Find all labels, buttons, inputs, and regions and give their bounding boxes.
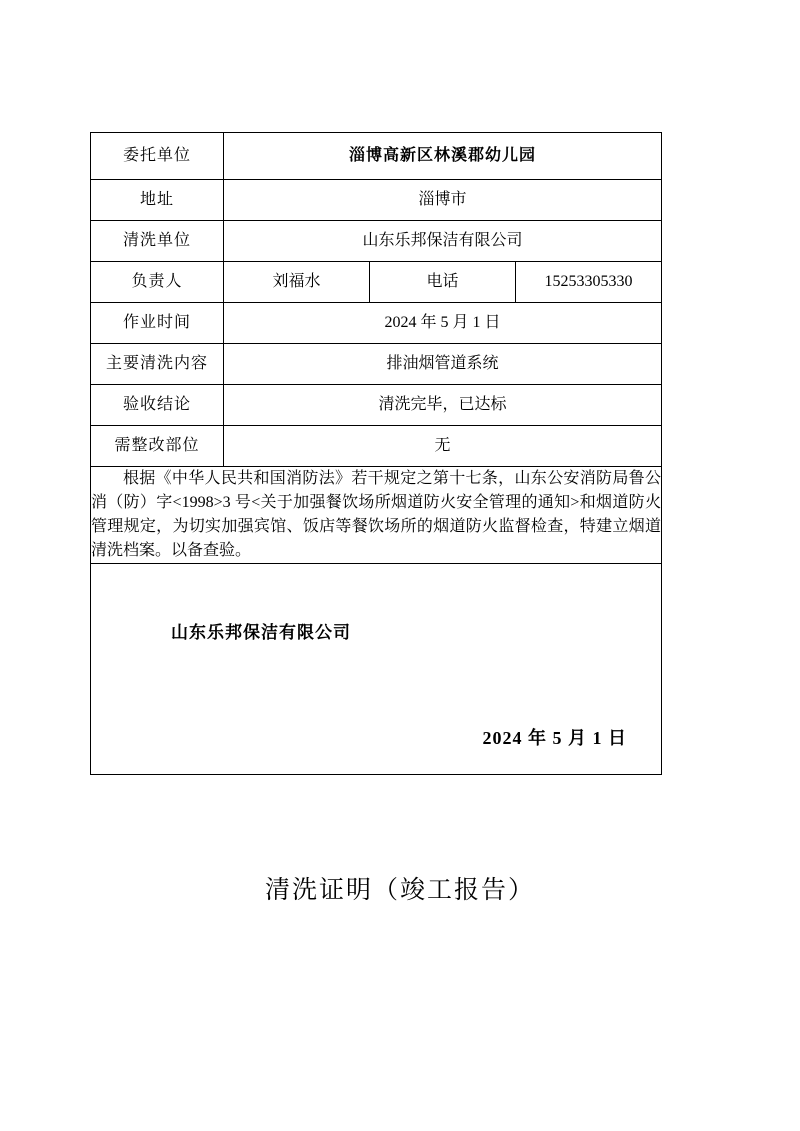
regulation-paragraph-cell: [91, 467, 662, 564]
row-label-address: 地址: [91, 180, 224, 221]
row-label-phone: 电话: [370, 262, 516, 303]
row-label-rectification: 需整改部位: [91, 426, 224, 467]
row-value-phone: 15253305330: [516, 262, 662, 303]
row-label-work-date: 作业时间: [91, 303, 224, 344]
signature-company: 山东乐邦保洁有限公司: [171, 623, 351, 642]
row-value-cleaning-company: 山东乐邦保洁有限公司: [224, 221, 662, 262]
table-row: [91, 564, 662, 775]
row-value-conclusion: 清洗完毕，已达标: [224, 385, 662, 426]
row-label-main-content: 主要清洗内容: [91, 344, 224, 385]
row-value-rectification: 无: [224, 426, 662, 467]
table-row: [91, 467, 662, 564]
document-footer-title: 清洗证明（竣工报告）: [264, 877, 535, 904]
signature-date: 2024 年 5 月 1 日: [482, 728, 627, 748]
row-value-client: 淄博高新区林溪郡幼儿园: [224, 133, 662, 180]
row-value-main-content: 排油烟管道系统: [224, 344, 662, 385]
cleaning-certificate-table: [90, 132, 662, 775]
row-value-work-date: 2024 年 5 月 1 日: [224, 303, 662, 344]
table-row: [91, 303, 662, 344]
row-label-manager: 负责人: [91, 262, 224, 303]
table-row: [91, 426, 662, 467]
regulation-paragraph: 根据《中华人民共和国消防法》若干规定之第十七条，山东公安消防局鲁公消（防）字<1998>3 号<关于加强餐饮场所烟道防火安全管理的通知>和烟道防火管理规定，为切实加强宾馆、饭店等餐饮场所的烟道防火监督检查，特建立烟道清洗档案。以备查验。: [91, 470, 661, 559]
table-row: [91, 180, 662, 221]
table-row: [91, 133, 662, 180]
table-row: [91, 385, 662, 426]
row-value-address: 淄博市: [224, 180, 662, 221]
row-label-cleaning-company: 清洗单位: [91, 221, 224, 262]
table-row: [91, 344, 662, 385]
table-row: [91, 262, 662, 303]
signature-cell: [91, 564, 662, 775]
row-label-client: 委托单位: [91, 133, 224, 180]
row-label-conclusion: 验收结论: [91, 385, 224, 426]
row-value-manager: 刘福水: [224, 262, 370, 303]
table-row: [91, 221, 662, 262]
